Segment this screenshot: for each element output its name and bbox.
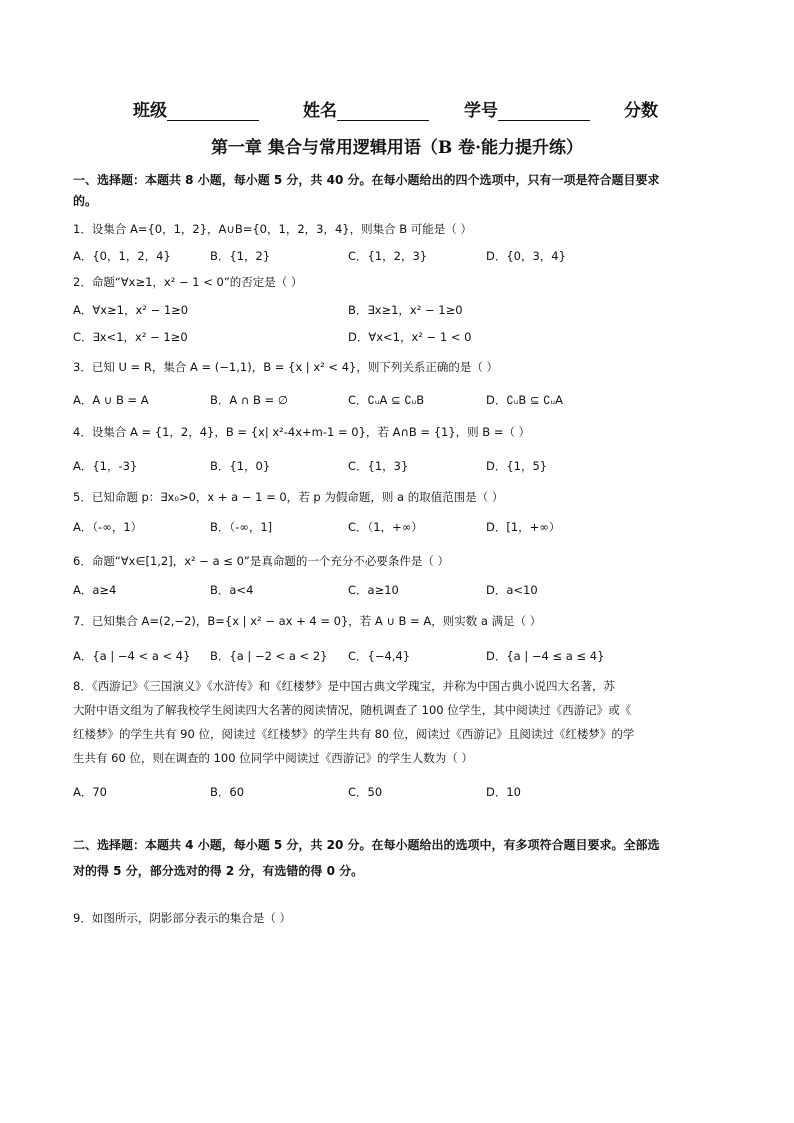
q6-option-d[interactable]: D．a<10 <box>486 583 538 597</box>
q8-stem-line4: 生共有 60 位，则在调查的 100 位同学中阅读过《西游记》的学生人数为（ ） <box>73 751 473 765</box>
q3-option-b[interactable]: B．A ∩ B = ∅ <box>210 393 288 407</box>
q6-option-c[interactable]: C．a≥10 <box>348 583 399 597</box>
section1-heading-line1: 一、选择题：本题共 8 小题，每小题 5 分，共 40 分。在每小题给出的四个选项中，只有一项是符合题目要求 <box>73 173 660 187</box>
page-title: 第一章 集合与常用逻辑用语（B 卷·能力提升练） <box>210 138 584 158</box>
q8-option-a[interactable]: A．70 <box>73 785 108 799</box>
question-2-stem: 2．命题“∀x≥1，x² − 1 < 0”的否定是（ ） <box>73 275 303 289</box>
q4-option-b[interactable]: B．{1，0} <box>210 459 271 473</box>
q4-option-d[interactable]: D．{1，5} <box>486 459 548 473</box>
q2-option-c[interactable]: C．∃x<1，x² − 1≥0 <box>73 330 188 344</box>
q8-stem-line2: 大附中语文组为了解我校学生阅读四大名著的阅读情况，随机调查了 100 位学生，其中阅读过《西游记》或《 <box>73 703 632 717</box>
question-4-stem: 4．设集合 A = {1，2，4}，B = {x| x²-4x+m-1 = 0}，若 A∩B = {1}，则 B =（ ） <box>73 425 531 439</box>
question-3-stem: 3．已知 U = R，集合 A = (−1,1)，B = {x | x² < 4}，则下列关系正确的是（ ） <box>73 360 498 374</box>
section1-heading-line2: 的。 <box>73 194 98 208</box>
q5-option-b[interactable]: B．（-∞，1] <box>210 520 273 534</box>
q6-option-a[interactable]: A．a≥4 <box>73 583 117 597</box>
q4-option-c[interactable]: C．{1，3} <box>348 459 409 473</box>
q7-option-b[interactable]: B．{a | −2 < a < 2} <box>210 649 328 663</box>
q5-option-d[interactable]: D．[1，+∞） <box>486 520 561 534</box>
q8-option-c[interactable]: C．50 <box>348 785 383 799</box>
section1-heading <box>73 170 659 212</box>
q2-option-b[interactable]: B．∃x≥1，x² − 1≥0 <box>348 303 463 317</box>
name-field <box>303 96 429 121</box>
q6-option-b[interactable]: B．a<4 <box>210 583 254 597</box>
q1-option-b[interactable]: B．{1，2} <box>210 249 271 263</box>
q7-option-d[interactable]: D．{a | −4 ≤ a ≤ 4} <box>486 649 605 663</box>
q2-option-d[interactable]: D．∀x<1，x² − 1 < 0 <box>348 330 472 344</box>
q5-option-c[interactable]: C．（1，+∞） <box>348 520 423 534</box>
question-9-stem: 9．如图所示，阴影部分表示的集合是（ ） <box>73 911 291 925</box>
score-label: 分数 <box>624 101 658 121</box>
q8-option-b[interactable]: B．60 <box>210 785 245 799</box>
q3-option-a[interactable]: A．A ∪ B = A <box>73 393 149 407</box>
section2-heading-line1: 二、选择题：本题共 4 小题，每小题 5 分，共 20 分。在每小题给出的选项中，有多项符合题目要求。全部选 <box>73 838 660 852</box>
class-label: 班级 <box>133 101 167 121</box>
q4-option-a[interactable]: A．{1，-3} <box>73 459 138 473</box>
q8-option-d[interactable]: D．10 <box>486 785 521 799</box>
q1-option-c[interactable]: C．{1，2，3} <box>348 249 428 263</box>
class-field <box>133 96 259 121</box>
question-1-stem: 1．设集合 A={0，1，2}，A∪B={0，1，2，3，4}，则集合 B 可能是（ ） <box>73 222 472 236</box>
q1-option-a[interactable]: A．{0，1，2，4} <box>73 249 171 263</box>
question-8-stem <box>73 674 634 770</box>
q7-option-a[interactable]: A．{a | −4 < a < 4} <box>73 649 191 663</box>
q8-stem-line3: 红楼梦》的学生共有 90 位，阅读过《红楼梦》的学生共有 80 位，阅读过《西游记》且阅读过《红楼梦》的学 <box>73 727 635 741</box>
student-id-field <box>464 96 590 121</box>
q5-option-a[interactable]: A．（-∞，1） <box>73 520 143 534</box>
section2-heading <box>73 832 659 884</box>
q7-option-c[interactable]: C．{−4,4} <box>348 649 411 663</box>
question-6-stem: 6．命题“∀x∈[1,2]，x² − a ≤ 0”是真命题的一个充分不必要条件是（ ） <box>73 554 450 568</box>
class-blank[interactable] <box>167 104 259 121</box>
q3-option-c[interactable]: C．∁ᵤA ⊆ ∁ᵤB <box>348 393 425 407</box>
question-5-stem: 5．已知命题 p：∃x₀>0，x + a − 1 = 0，若 p 为假命题，则 a 的取值范围是（ ） <box>73 490 504 504</box>
q8-stem-line1: 8．《西游记》《三国演义》《水浒传》和《红楼梦》是中国古典文学瑰宝，并称为中国古典小说四大名著，苏 <box>73 679 616 693</box>
question-7-stem: 7．已知集合 A=(2,−2)，B={x | x² − ax + 4 = 0}，若 A ∪ B = A，则实数 a 满足（ ） <box>73 614 542 628</box>
section2-heading-line2: 对的得 5 分，部分选对的得 2 分，有选错的得 0 分。 <box>73 864 364 878</box>
name-label: 姓名 <box>303 101 337 121</box>
q2-option-a[interactable]: A．∀x≥1，x² − 1≥0 <box>73 303 189 317</box>
student-id-blank[interactable] <box>498 104 590 121</box>
student-id-label: 学号 <box>464 101 498 121</box>
q3-option-d[interactable]: D．∁ᵤB ⊆ ∁ᵤA <box>486 393 564 407</box>
name-blank[interactable] <box>337 104 429 121</box>
q1-option-d[interactable]: D．{0，3，4} <box>486 249 566 263</box>
